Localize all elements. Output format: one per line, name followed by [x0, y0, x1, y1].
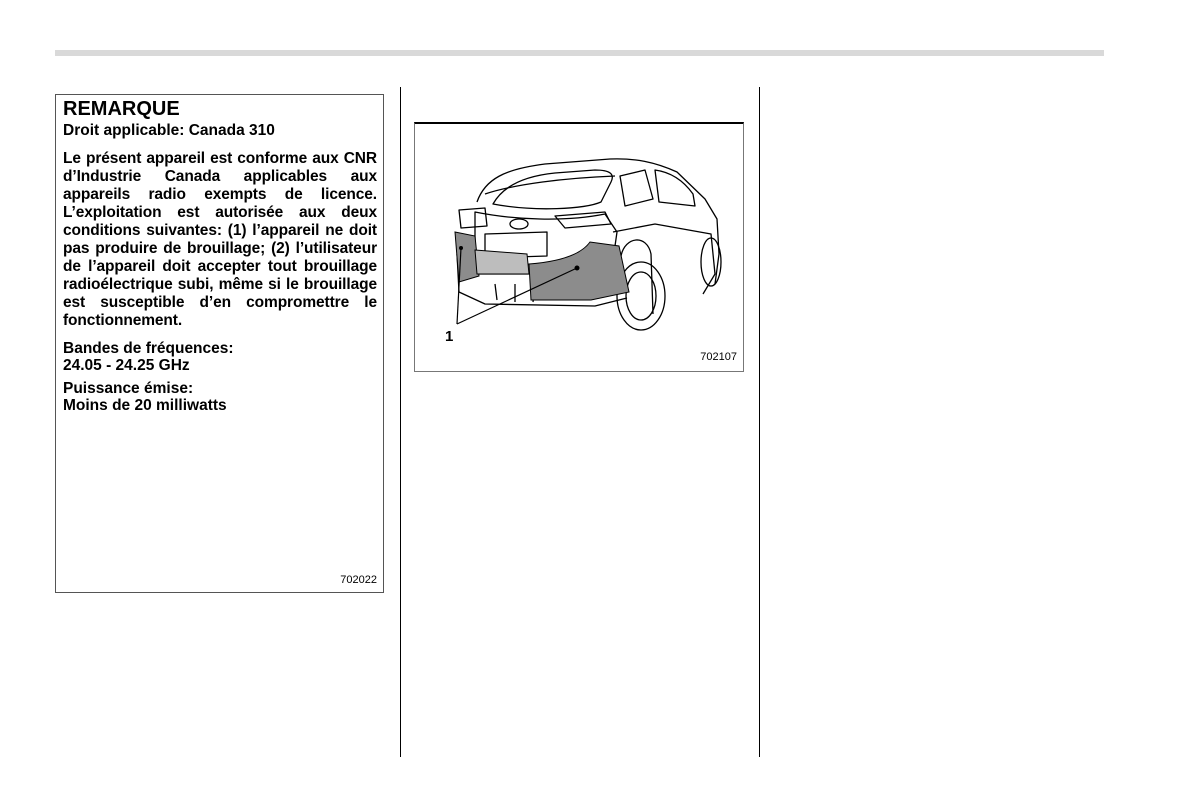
- figure-code: 702107: [700, 351, 737, 363]
- frequency-label: Bandes de fréquences:: [63, 340, 234, 357]
- note-body: Le présent appareil est conforme aux CNR d’Industrie Canada applicables aux appareils radio exempts de licence. L’exploitation est autorisée aux deux conditions suivantes: (1) l’appareil ne doit pas produire de brouillage; (2) l’utilisateur de l’appareil doit accepter tout brouillage radioélectrique subi, même si le brouillage est susceptible d’en compromettre le fonctionnement.: [63, 150, 377, 329]
- rear-car-illustration: [415, 124, 743, 372]
- frequency-value: 24.05 - 24.25 GHz: [63, 357, 190, 374]
- note-title: REMARQUE: [63, 98, 180, 120]
- remarque-note-box: [55, 94, 384, 593]
- column-divider-left: [400, 87, 401, 757]
- power-label: Puissance émise:: [63, 380, 194, 397]
- column-divider-right: [759, 87, 760, 757]
- note-figure-code: 702022: [340, 574, 377, 586]
- note-subtitle: Droit applicable: Canada 310: [63, 122, 275, 139]
- callout-number: 1: [445, 328, 454, 345]
- power-value: Moins de 20 milliwatts: [63, 397, 227, 414]
- sensor-location-figure: [414, 122, 744, 372]
- header-rule: [55, 50, 1104, 56]
